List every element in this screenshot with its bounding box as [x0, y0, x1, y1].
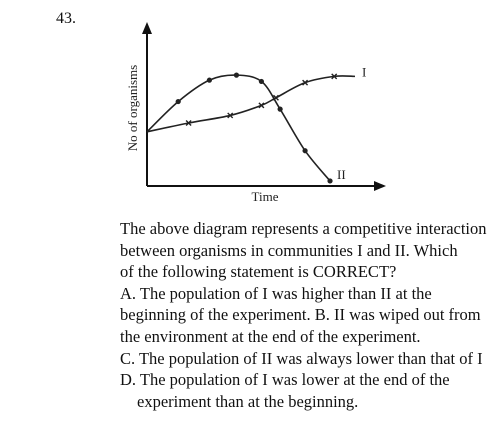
series-ii: [147, 73, 346, 184]
series-i: [147, 64, 366, 131]
option-a-line: A. The population of I was higher than II at the: [120, 283, 432, 303]
series-ii-point: [327, 178, 332, 183]
question-stem-line: The above diagram represents a competitive interaction: [120, 219, 487, 238]
series-ii-point: [207, 78, 212, 83]
series-ii-point: [234, 73, 239, 78]
series-ii-label: II: [337, 166, 346, 182]
series-layer: [147, 64, 366, 183]
option-d-line: D. The population of I was lower at the end of the: [120, 370, 450, 390]
y-axis: [142, 22, 152, 186]
series-ii-point: [278, 107, 283, 112]
y-axis-arrow-icon: [142, 22, 152, 34]
option-d-line: experiment than at the beginning.: [137, 391, 359, 411]
series-ii-line: [147, 75, 330, 181]
series-ii-point: [176, 99, 181, 104]
option-a-line: beginning of the experiment. B. II was wiped out from: [120, 305, 481, 325]
y-axis-label: No of organisms: [125, 64, 140, 152]
series-ii-point: [302, 148, 307, 153]
question-stem-line: between organisms in communities I and II. Which: [120, 240, 458, 260]
question-body: [120, 218, 500, 412]
option-a-line: the environment at the end of the experiment.: [120, 326, 421, 346]
question-number: 43.: [56, 10, 76, 27]
x-axis-arrow-icon: [374, 181, 386, 191]
question-stem-line: of the following statement is CORRECT?: [120, 262, 397, 282]
series-i-label: I: [362, 64, 367, 80]
option-c-line: C. The population of II was always lower than that of I: [120, 348, 483, 368]
x-axis-label: Time: [251, 189, 279, 204]
series-ii-point: [259, 79, 264, 84]
